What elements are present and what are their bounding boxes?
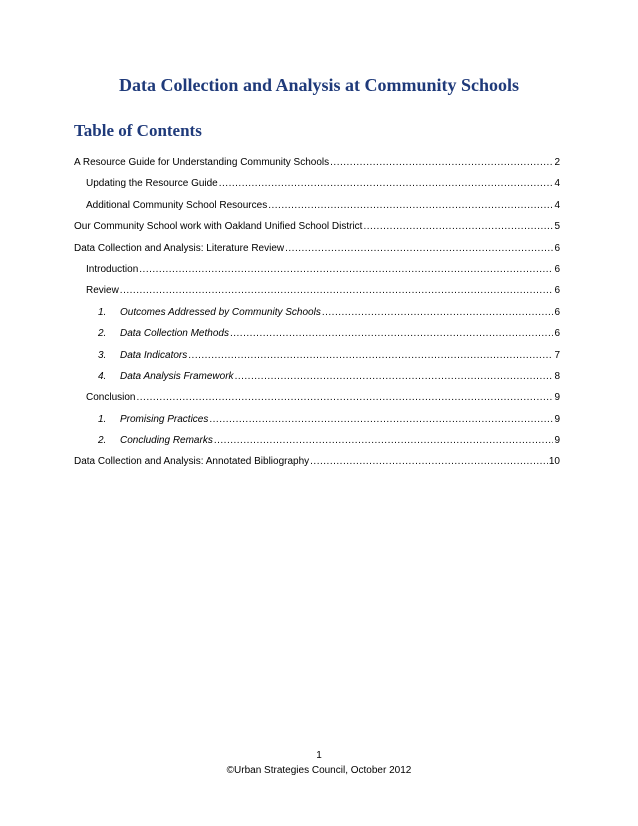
toc-entry-label: Data Analysis Framework [120,370,234,382]
toc-dot-leader [330,152,553,173]
toc-entry[interactable] [74,216,560,237]
toc-entry-number: 3. [98,349,107,361]
toc-dot-leader [188,345,553,366]
toc-entry-page: 6 [554,285,560,297]
toc-dot-leader [363,216,553,237]
toc-entry-label: Promising Practices [120,413,209,425]
toc-dot-leader [214,430,554,451]
toc-entry-page: 4 [554,178,560,190]
toc-dot-leader [310,451,548,472]
toc-entry-page: 5 [554,221,560,233]
toc-entry[interactable] [74,238,560,259]
toc-entry-label: Review [86,285,119,297]
toc-entry-page: 7 [554,349,560,361]
toc-entry-label: Additional Community School Resources [86,199,268,211]
toc-entry-number: 1. [98,306,107,318]
toc-dot-leader [322,302,554,323]
toc-entry-number: 2. [98,328,107,340]
toc-heading: Table of Contents [74,121,202,140]
toc-entry-page: 9 [554,435,560,447]
toc-entry-number: 4. [98,370,107,382]
toc-entry-label: Data Collection Methods [120,328,229,340]
toc-entry[interactable] [74,302,560,323]
toc-dot-leader [230,323,553,344]
toc-entry-page: 8 [554,370,560,382]
toc-dot-leader [285,238,553,259]
toc-entry-page: 6 [554,328,560,340]
toc-dot-leader [139,259,553,280]
toc-dot-leader [120,280,554,301]
toc-entry-page: 6 [554,242,560,254]
toc-entry-label: Our Community School work with Oakland Unified School District [74,221,363,233]
toc-entry[interactable] [74,409,560,430]
toc-entry-page: 10 [548,456,560,468]
toc-entry-label: Data Collection and Analysis: Annotated Bibliography [74,456,310,468]
toc-dot-leader [136,387,553,408]
toc-entry[interactable] [74,195,560,216]
toc-entry-page: 9 [554,413,560,425]
table-of-contents [74,152,560,473]
toc-entry-label: Introduction [86,263,139,275]
toc-entry-label: Concluding Remarks [120,435,213,447]
toc-entry-number: 1. [98,413,107,425]
toc-dot-leader [235,366,554,387]
toc-dot-leader [209,409,553,430]
toc-entry-page: 4 [554,199,560,211]
toc-entry-number: 2. [98,435,107,447]
toc-entry[interactable] [74,152,560,173]
page-number: 1 [316,750,322,761]
toc-dot-leader [268,195,553,216]
document-title: Data Collection and Analysis at Community Schools [118,75,520,95]
toc-entry-label: Conclusion [86,392,136,404]
toc-entry[interactable] [74,430,560,451]
toc-entry[interactable] [74,323,560,344]
toc-entry-page: 2 [554,157,560,168]
toc-entry[interactable] [74,387,560,408]
toc-entry[interactable] [74,173,560,194]
toc-entry-label: Data Collection and Analysis: Literature Review [74,242,285,254]
toc-entry-label: Data Indicators [120,349,188,361]
toc-entry-label: Updating the Resource Guide [86,178,218,190]
toc-entry-page: 6 [554,263,560,275]
toc-entry-label: A Resource Guide for Understanding Community Schools [74,157,330,168]
footer-copyright: ©Urban Strategies Council, October 2012 [226,765,412,776]
toc-entry-page: 9 [554,392,560,404]
toc-entry[interactable] [74,366,560,387]
toc-dot-leader [219,173,554,194]
toc-entry-label: Outcomes Addressed by Community Schools [120,306,321,318]
toc-entry-page: 6 [554,306,560,318]
toc-entry[interactable] [74,451,560,472]
toc-entry[interactable] [74,280,560,301]
toc-entry[interactable] [74,345,560,366]
toc-entry[interactable] [74,259,560,280]
